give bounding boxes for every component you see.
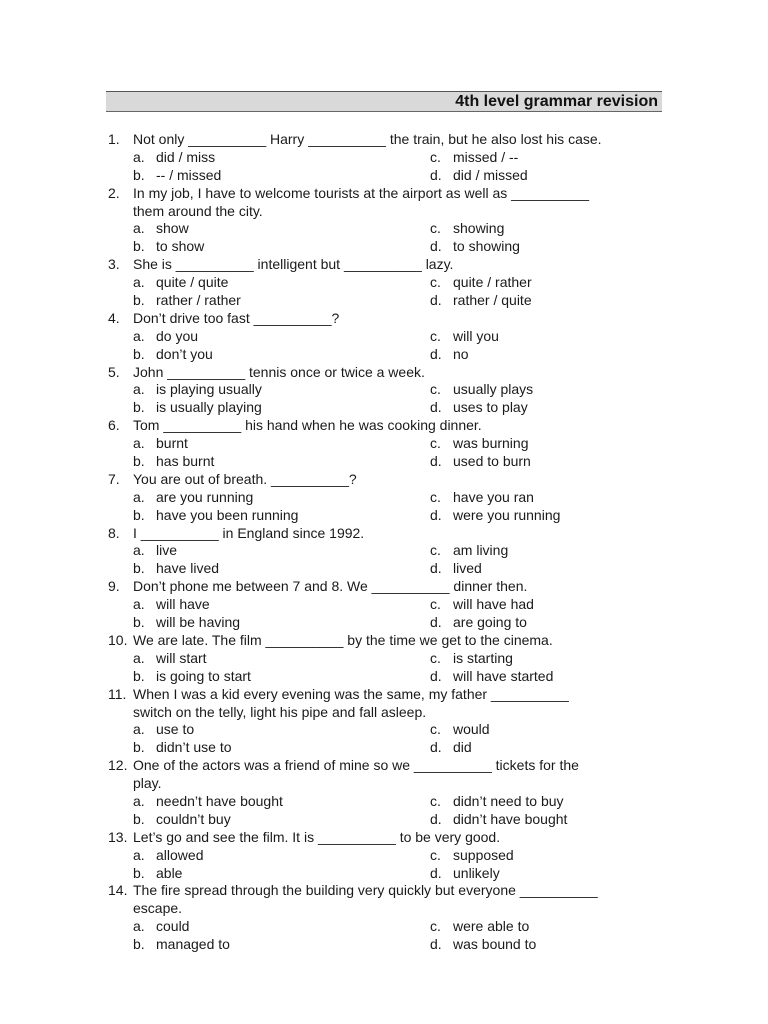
answer-option <box>430 507 560 525</box>
answer-option <box>430 918 529 936</box>
answer-option <box>430 399 528 417</box>
option-text: use to <box>156 721 195 738</box>
answer-option <box>430 614 527 632</box>
option-letter: b. <box>133 166 145 183</box>
option-text: burnt <box>156 435 188 452</box>
question-text: I __________ in England since 1992. <box>133 524 365 541</box>
question-text: She is __________ intelligent but __________ lazy. <box>133 256 454 273</box>
option-row <box>108 328 668 346</box>
answer-option <box>133 399 262 417</box>
question-line <box>108 632 668 650</box>
question-line <box>108 686 668 704</box>
option-letter: b. <box>133 399 145 416</box>
option-text: will have <box>156 596 210 613</box>
option-letter: c. <box>430 649 441 666</box>
question-item <box>108 578 668 632</box>
option-letter: d. <box>430 560 442 577</box>
option-text: have you been running <box>156 506 299 523</box>
option-letter: d. <box>430 936 442 953</box>
answer-option <box>133 614 240 632</box>
question-line <box>108 704 668 722</box>
option-text: did / miss <box>156 148 216 165</box>
option-text: didn’t use to <box>156 739 232 756</box>
option-letter: a. <box>133 792 145 809</box>
answer-option <box>430 238 520 256</box>
question-line <box>108 829 668 847</box>
answer-option <box>430 542 508 560</box>
answer-option <box>133 274 228 292</box>
question-line <box>108 417 668 435</box>
option-row <box>108 936 668 954</box>
answer-option <box>133 936 230 954</box>
option-row <box>108 614 668 632</box>
answer-option <box>430 453 531 471</box>
answer-option <box>133 507 298 525</box>
question-line <box>108 310 668 328</box>
question-number: 1. <box>108 131 120 147</box>
answer-option <box>430 346 469 364</box>
question-number: 12. <box>108 757 128 774</box>
answer-option <box>430 847 514 865</box>
question-line <box>108 900 668 918</box>
option-row <box>108 435 668 453</box>
question-text: We are late. The film __________ by the time we get to the cinema. <box>133 631 553 648</box>
option-letter: b. <box>133 810 145 827</box>
option-row <box>108 668 668 686</box>
option-row <box>108 292 668 310</box>
question-number: 14. <box>108 882 128 899</box>
option-row <box>108 399 668 417</box>
question-text: In my job, I have to welcome tourists at the airport as well as __________ <box>133 184 590 201</box>
answer-option <box>430 560 482 578</box>
option-letter: d. <box>430 345 442 362</box>
question-line <box>108 203 668 221</box>
option-text: will be having <box>156 614 241 631</box>
option-text: don’t you <box>156 345 213 362</box>
option-letter: b. <box>133 739 145 756</box>
question-number: 4. <box>108 309 120 326</box>
option-row <box>108 560 668 578</box>
answer-option <box>430 381 533 399</box>
option-letter: c. <box>430 846 441 863</box>
answer-option <box>133 865 182 883</box>
option-letter: a. <box>133 435 145 452</box>
option-row <box>108 542 668 560</box>
title-bar <box>106 91 662 112</box>
question-number: 3. <box>108 256 120 273</box>
option-text: usually plays <box>453 381 534 398</box>
question-line <box>108 757 668 775</box>
question-number: 8. <box>108 524 120 541</box>
option-row <box>108 596 668 614</box>
question-text: Don’t phone me between 7 and 8. We __________ dinner then. <box>133 578 528 595</box>
answer-option <box>133 292 241 310</box>
option-letter: d. <box>430 506 442 523</box>
option-text: is usually playing <box>156 399 262 416</box>
option-row <box>108 721 668 739</box>
option-text: were able to <box>453 918 530 935</box>
option-letter: d. <box>430 453 442 470</box>
question-line <box>108 185 668 203</box>
option-text: was bound to <box>453 936 537 953</box>
question-item <box>108 757 668 829</box>
option-letter: a. <box>133 649 145 666</box>
question-text: One of the actors was a friend of mine so we __________ tickets for the <box>133 757 579 774</box>
option-text: couldn’t buy <box>156 810 231 827</box>
answer-option <box>133 811 231 829</box>
answer-option <box>430 721 490 739</box>
option-text: to showing <box>453 238 520 255</box>
question-line <box>108 578 668 596</box>
option-row <box>108 381 668 399</box>
option-text: supposed <box>453 846 514 863</box>
option-text: needn’t have bought <box>156 792 283 809</box>
question-number: 6. <box>108 417 120 434</box>
option-row <box>108 274 668 292</box>
option-text: rather / quite <box>453 292 532 309</box>
option-letter: a. <box>133 488 145 505</box>
option-letter: b. <box>133 667 145 684</box>
question-number: 10. <box>108 631 128 648</box>
question-text: John __________ tennis once or twice a week. <box>133 363 425 380</box>
question-number: 7. <box>108 470 120 487</box>
option-letter: b. <box>133 453 145 470</box>
option-letter: c. <box>430 327 441 344</box>
answer-option <box>430 668 553 686</box>
option-letter: a. <box>133 721 145 738</box>
option-text: no <box>453 345 469 362</box>
question-item <box>108 882 668 954</box>
option-letter: b. <box>133 614 145 631</box>
option-letter: a. <box>133 846 145 863</box>
answer-option <box>430 793 564 811</box>
answer-option <box>430 650 513 668</box>
answer-option <box>430 489 534 507</box>
option-text: live <box>156 542 178 559</box>
option-text: have you ran <box>453 488 534 505</box>
option-letter: b. <box>133 864 145 881</box>
option-row <box>108 650 668 668</box>
option-row <box>108 739 668 757</box>
option-text: did / missed <box>453 166 528 183</box>
option-text: has burnt <box>156 453 215 470</box>
option-letter: b. <box>133 560 145 577</box>
question-line <box>108 471 668 489</box>
question-number: 13. <box>108 828 128 845</box>
answer-option <box>133 149 215 167</box>
option-row <box>108 346 668 364</box>
option-letter: c. <box>430 542 441 559</box>
question-line <box>108 775 668 793</box>
answer-option <box>133 793 283 811</box>
option-text: will start <box>156 649 207 666</box>
option-letter: b. <box>133 292 145 309</box>
question-text: Not only __________ Harry __________ the train, but he also lost his case. <box>133 131 602 147</box>
option-text: missed / -- <box>453 148 519 165</box>
answer-option <box>133 220 189 238</box>
option-letter: b. <box>133 238 145 255</box>
option-letter: c. <box>430 148 441 165</box>
option-row <box>108 167 668 185</box>
option-text: do you <box>156 327 199 344</box>
question-text: escape. <box>133 900 183 917</box>
answer-option <box>133 381 262 399</box>
option-letter: b. <box>133 506 145 523</box>
option-letter: d. <box>430 667 442 684</box>
question-item <box>108 364 668 418</box>
option-letter: c. <box>430 381 441 398</box>
answer-option <box>133 167 221 185</box>
answer-option <box>133 328 198 346</box>
option-text: didn’t have bought <box>453 810 568 827</box>
question-line <box>108 256 668 274</box>
option-letter: d. <box>430 739 442 756</box>
option-letter: a. <box>133 274 145 291</box>
answer-option <box>430 149 518 167</box>
answer-option <box>430 274 532 292</box>
question-number: 5. <box>108 363 120 380</box>
answer-option <box>133 847 203 865</box>
option-row <box>108 220 668 238</box>
option-text: allowed <box>156 846 204 863</box>
answer-option <box>430 167 528 185</box>
question-text: Don’t drive too fast __________? <box>133 309 340 326</box>
option-text: able <box>156 864 183 881</box>
option-text: did <box>453 739 472 756</box>
option-text: show <box>156 220 189 237</box>
option-row <box>108 149 668 167</box>
question-text: them around the city. <box>133 202 263 219</box>
option-row <box>108 238 668 256</box>
page-title: 4th level grammar revision <box>455 93 658 110</box>
option-letter: c. <box>430 274 441 291</box>
answer-option <box>133 435 188 453</box>
option-text: didn’t need to buy <box>453 792 564 809</box>
option-row <box>108 507 668 525</box>
question-item <box>108 686 668 758</box>
answer-option <box>430 936 536 954</box>
answer-option <box>133 489 253 507</box>
answer-option <box>133 918 189 936</box>
option-letter: c. <box>430 596 441 613</box>
option-row <box>108 811 668 829</box>
answer-option <box>430 328 499 346</box>
option-letter: d. <box>430 810 442 827</box>
answer-option <box>133 668 251 686</box>
option-text: were you running <box>453 506 561 523</box>
answer-option <box>430 865 500 883</box>
option-text: could <box>156 918 190 935</box>
option-text: have lived <box>156 560 220 577</box>
question-item <box>108 131 668 185</box>
option-letter: a. <box>133 148 145 165</box>
answer-option <box>133 596 210 614</box>
option-row <box>108 865 668 883</box>
option-text: is going to start <box>156 667 251 684</box>
option-text: quite / quite <box>156 274 229 291</box>
question-number: 2. <box>108 184 120 201</box>
option-letter: a. <box>133 327 145 344</box>
option-letter: d. <box>430 238 442 255</box>
option-text: are you running <box>156 488 254 505</box>
option-text: are going to <box>453 614 527 631</box>
answer-option <box>133 739 232 757</box>
option-row <box>108 847 668 865</box>
option-letter: c. <box>430 435 441 452</box>
option-letter: c. <box>430 220 441 237</box>
option-text: showing <box>453 220 505 237</box>
question-line <box>108 882 668 900</box>
answer-option <box>430 811 567 829</box>
question-number: 11. <box>108 685 127 702</box>
option-letter: a. <box>133 918 145 935</box>
option-text: am living <box>453 542 509 559</box>
question-line <box>108 131 668 149</box>
question-item <box>108 417 668 471</box>
option-row <box>108 453 668 471</box>
answer-option <box>133 453 214 471</box>
question-text: play. <box>133 775 162 792</box>
option-text: to show <box>156 238 205 255</box>
option-row <box>108 489 668 507</box>
question-text: You are out of breath. __________? <box>133 470 357 487</box>
option-letter: d. <box>430 292 442 309</box>
option-text: uses to play <box>453 399 528 416</box>
option-text: managed to <box>156 936 230 953</box>
option-letter: d. <box>430 166 442 183</box>
option-text: quite / rather <box>453 274 532 291</box>
answer-option <box>430 220 504 238</box>
option-row <box>108 793 668 811</box>
option-text: was burning <box>453 435 529 452</box>
question-number: 9. <box>108 578 120 595</box>
option-text: will have had <box>453 596 534 613</box>
option-text: lived <box>453 560 482 577</box>
question-text: Tom __________ his hand when he was cooking dinner. <box>133 417 482 434</box>
option-text: is playing usually <box>156 381 262 398</box>
option-letter: a. <box>133 596 145 613</box>
question-item <box>108 525 668 579</box>
question-text: The fire spread through the building very quickly but everyone __________ <box>133 882 598 899</box>
option-letter: c. <box>430 488 441 505</box>
option-letter: c. <box>430 792 441 809</box>
option-letter: b. <box>133 936 145 953</box>
answer-option <box>133 542 177 560</box>
option-text: -- / missed <box>156 166 222 183</box>
answer-option <box>430 292 532 310</box>
question-line <box>108 364 668 382</box>
question-item <box>108 185 668 257</box>
option-text: is starting <box>453 649 513 666</box>
option-letter: c. <box>430 721 441 738</box>
answer-option <box>430 596 534 614</box>
answer-option <box>133 721 194 739</box>
option-letter: d. <box>430 399 442 416</box>
option-text: will have started <box>453 667 554 684</box>
option-text: rather / rather <box>156 292 241 309</box>
question-item <box>108 829 668 883</box>
answer-option <box>133 560 219 578</box>
answer-option <box>133 650 207 668</box>
question-text: switch on the telly, light his pipe and fall asleep. <box>133 703 427 720</box>
question-text: When I was a kid every evening was the same, my father __________ <box>133 685 569 702</box>
question-item <box>108 256 668 310</box>
option-letter: a. <box>133 542 145 559</box>
answer-option <box>430 435 529 453</box>
question-item <box>108 471 668 525</box>
option-text: would <box>453 721 490 738</box>
option-text: used to burn <box>453 453 531 470</box>
option-text: unlikely <box>453 864 500 881</box>
answer-option <box>133 346 213 364</box>
question-item <box>108 632 668 686</box>
question-list <box>108 131 668 954</box>
option-letter: c. <box>430 918 441 935</box>
question-text: Let’s go and see the film. It is __________ to be very good. <box>133 828 501 845</box>
option-letter: d. <box>430 614 442 631</box>
option-letter: a. <box>133 381 145 398</box>
option-letter: b. <box>133 345 145 362</box>
option-text: will you <box>453 327 499 344</box>
option-letter: d. <box>430 864 442 881</box>
answer-option <box>133 238 204 256</box>
question-line <box>108 525 668 543</box>
question-item <box>108 310 668 364</box>
answer-option <box>430 739 472 757</box>
option-row <box>108 918 668 936</box>
option-letter: a. <box>133 220 145 237</box>
